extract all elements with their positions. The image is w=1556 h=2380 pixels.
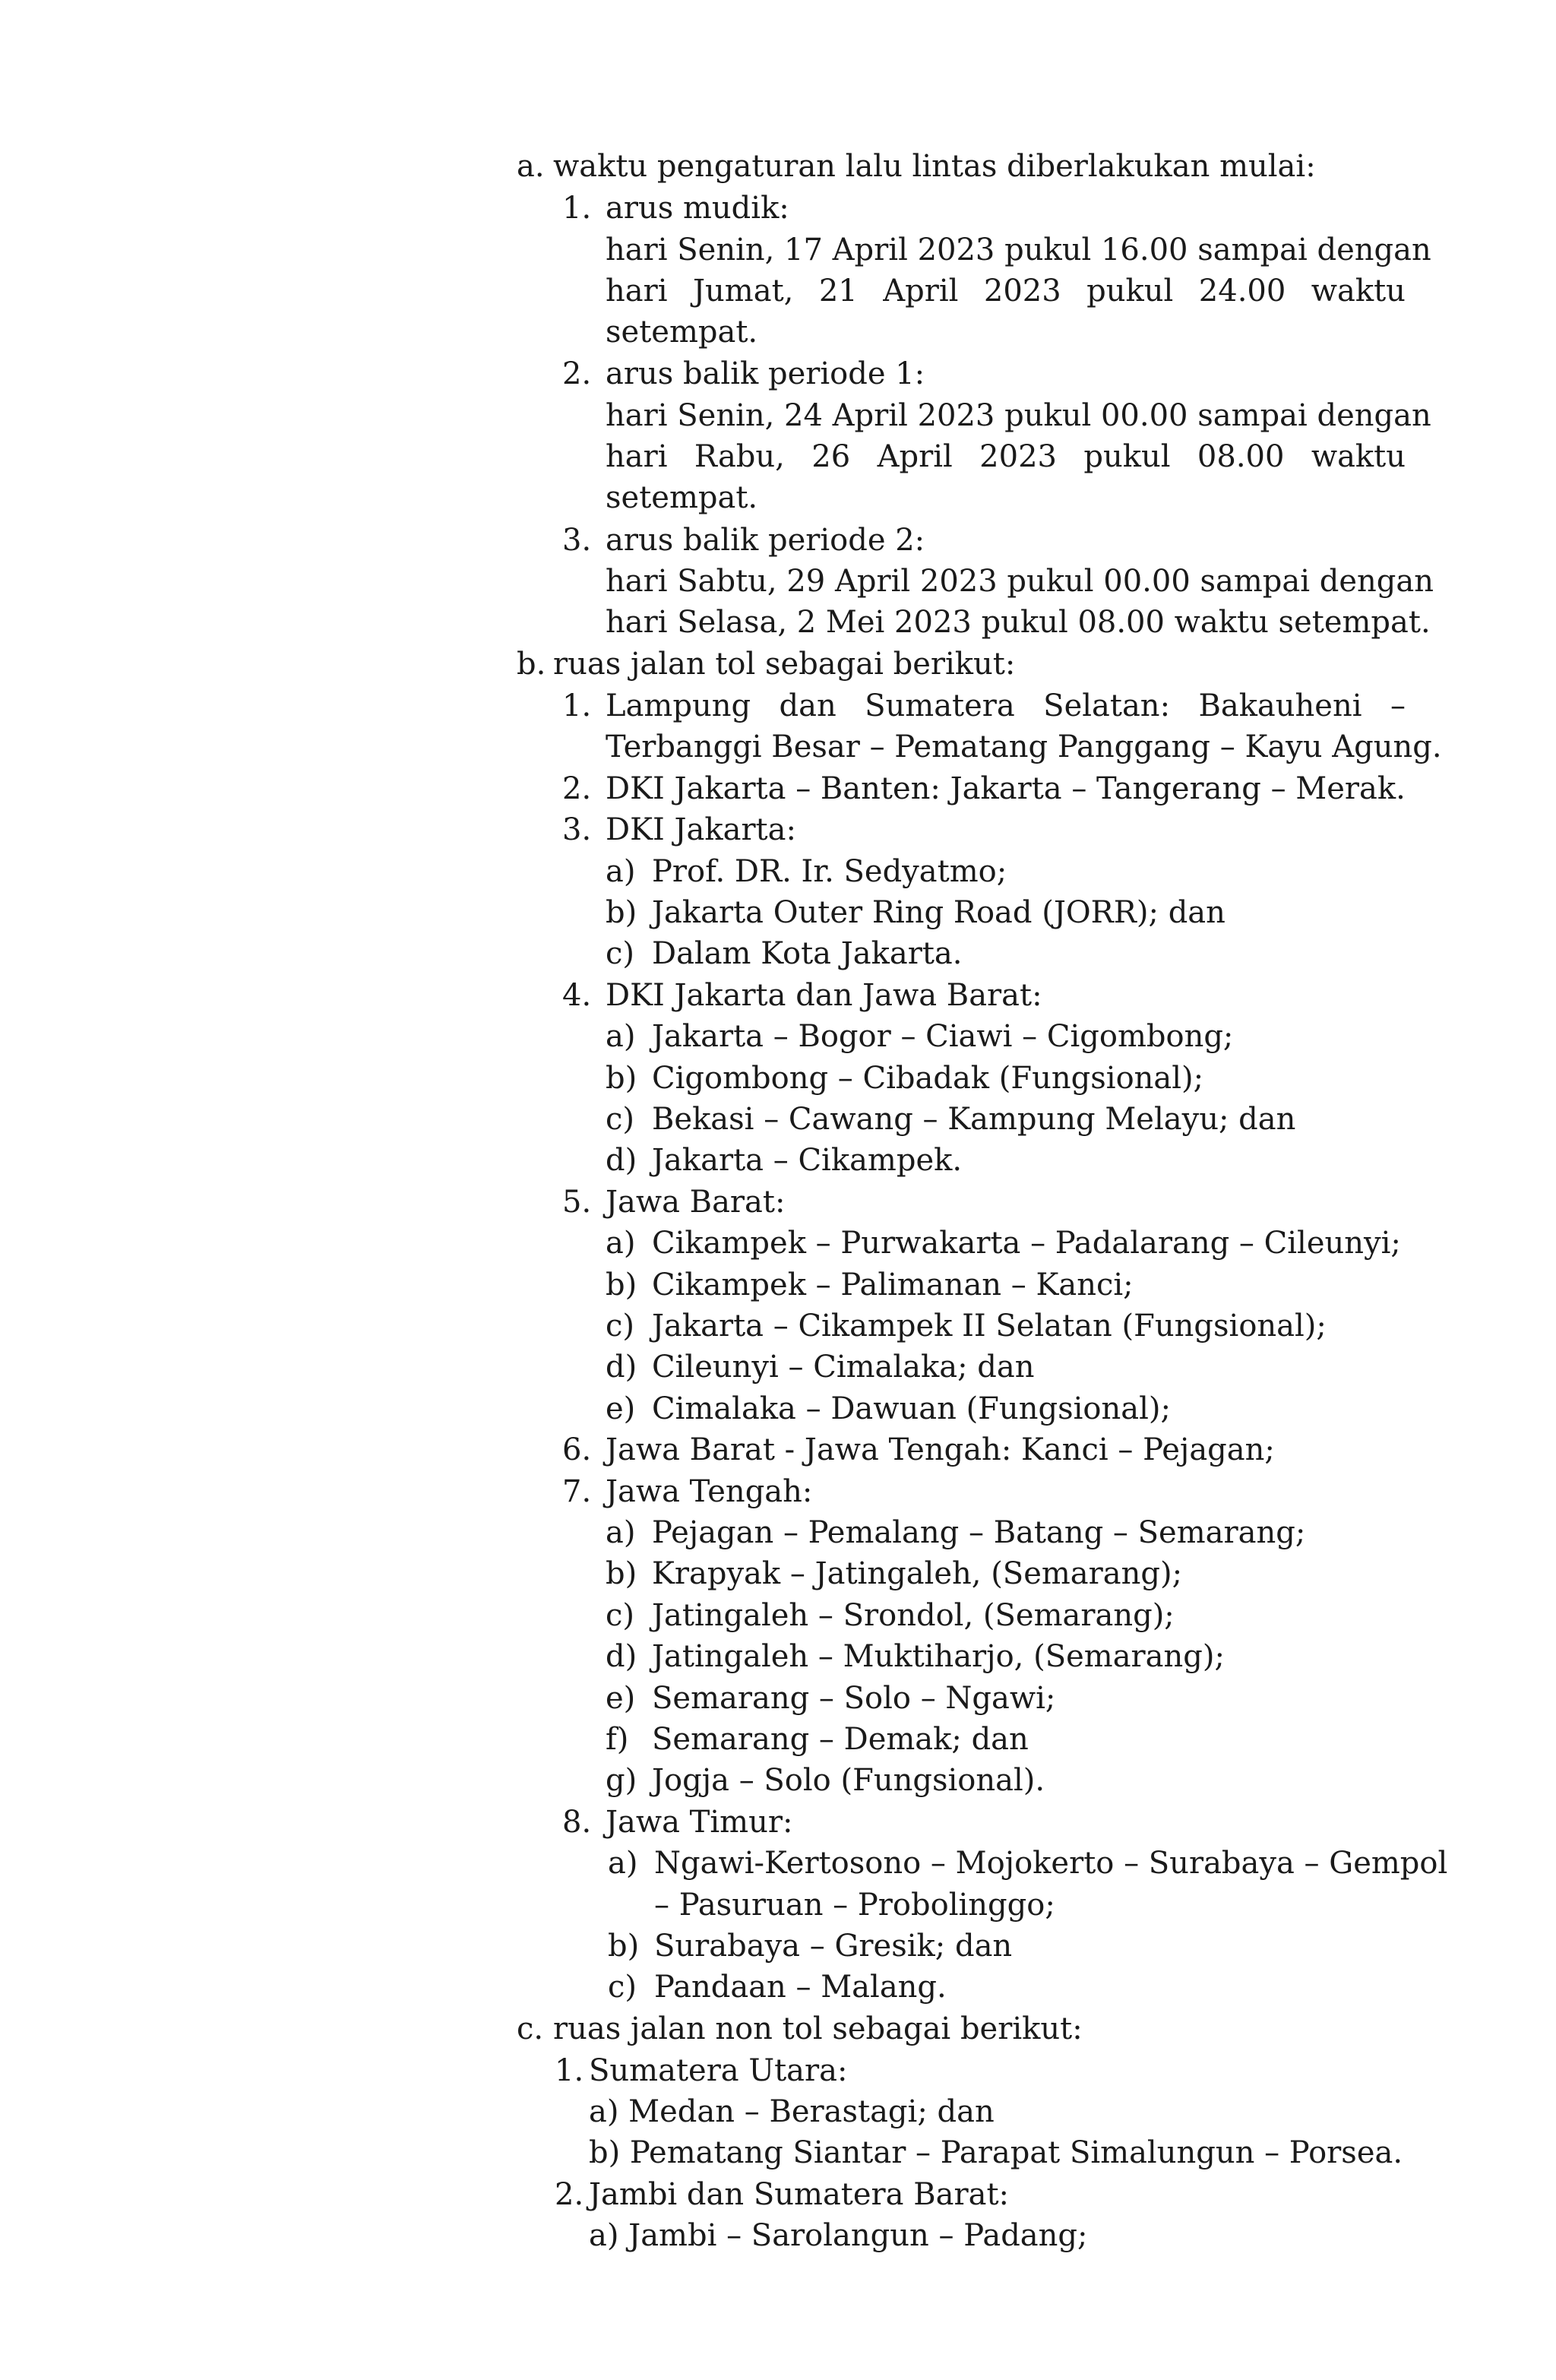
word: 26 (811, 439, 851, 474)
item-number: 7. (562, 1474, 592, 1509)
item-text: hari Senin, 24 April 2023 pukul 00.00 sampai dengan (606, 398, 1431, 433)
item-title: DKI Jakarta: (606, 812, 796, 847)
item-number: 5. (562, 1185, 592, 1220)
item-number: 1. (555, 2053, 584, 2088)
sub-text: Surabaya – Gresik; dan (654, 1929, 1013, 1964)
item-number: 8. (562, 1805, 592, 1840)
word: hari (606, 439, 668, 474)
item-text: setempat. (606, 315, 758, 350)
sub-marker: b) (608, 1929, 640, 1964)
sub-marker: f) (606, 1722, 629, 1757)
item-number: 4. (562, 978, 592, 1013)
sub-marker: c) (606, 1309, 635, 1343)
sub-marker: c) (608, 1970, 637, 2005)
section-c-heading: ruas jalan non tol sebagai berikut: (553, 2011, 1083, 2046)
item-number: 2. (562, 771, 592, 806)
sub-marker: a) (608, 1846, 638, 1881)
word: waktu (1311, 439, 1406, 474)
sub-text: Cileunyi – Cimalaka; dan (652, 1350, 1035, 1385)
item-number: 6. (562, 1432, 592, 1467)
word: Lampung (606, 688, 751, 723)
word: Bakauheni (1198, 688, 1362, 723)
sub-marker: b) (606, 1268, 637, 1302)
sub-marker: b) (606, 1556, 637, 1591)
sub-text: a) Jambi – Sarolangun – Padang; (589, 2218, 1088, 2253)
sub-text: Prof. DR. Ir. Sedyatmo; (652, 854, 1007, 889)
word: 2023 (983, 274, 1061, 309)
item-text: hari Sabtu, 29 April 2023 pukul 00.00 sampai dengan (606, 564, 1434, 599)
item-title: arus balik periode 2: (606, 523, 925, 558)
sub-marker: a) (606, 854, 636, 889)
sub-text: Semarang – Demak; dan (652, 1722, 1029, 1757)
sub-text: Ngawi-Kertosono – Mojokerto – Surabaya – Gempol (654, 1846, 1448, 1881)
word: pukul (1086, 274, 1174, 309)
sub-text: Jakarta – Bogor – Ciawi – Cigombong; (652, 1019, 1234, 1054)
word: 2023 (979, 439, 1057, 474)
word: – (1390, 688, 1406, 723)
word: Rabu, (694, 439, 785, 474)
item-text: setempat. (606, 480, 758, 515)
sub-marker: d) (606, 1143, 637, 1178)
item-title: Jawa Timur: (606, 1805, 793, 1840)
item-text: Jawa Barat - Jawa Tengah: Kanci – Pejagan; (606, 1432, 1275, 1467)
sub-text: Cikampek – Purwakarta – Padalarang – Cileunyi; (652, 1226, 1401, 1261)
sub-marker: c) (606, 936, 635, 971)
sub-text: Cigombong – Cibadak (Fungsional); (652, 1061, 1204, 1096)
word: waktu (1311, 274, 1406, 309)
sub-text: Pejagan – Pemalang – Batang – Semarang; (652, 1515, 1306, 1550)
sub-marker: b) (606, 895, 637, 930)
item-text-justified (606, 271, 1406, 312)
item-text: DKI Jakarta – Banten: Jakarta – Tangerang – Merak. (606, 771, 1406, 806)
item-number: 1. (562, 688, 592, 723)
item-number: 2. (562, 356, 592, 391)
item-title: Sumatera Utara: (589, 2053, 848, 2088)
sub-text: Jatingaleh – Muktiharjo, (Semarang); (652, 1639, 1225, 1674)
item-number: 3. (562, 523, 592, 558)
sub-text: Jakarta – Cikampek II Selatan (Fungsional); (652, 1309, 1327, 1343)
sub-marker: b) (606, 1061, 637, 1096)
section-c-marker: c. (517, 2011, 544, 2046)
sub-text: b) Pematang Siantar – Parapat Simalungun – Porsea. (589, 2135, 1403, 2170)
sub-marker: a) (606, 1515, 636, 1550)
word: Jumat, (693, 274, 794, 309)
sub-text: Krapyak – Jatingaleh, (Semarang); (652, 1556, 1183, 1591)
word: 08.00 (1197, 439, 1285, 474)
sub-text: Cimalaka – Dawuan (Fungsional); (652, 1391, 1171, 1426)
sub-marker: c) (606, 1598, 635, 1633)
sub-marker: c) (606, 1102, 635, 1137)
word: Selatan: (1043, 688, 1171, 723)
item-number: 3. (562, 812, 592, 847)
section-b-heading: ruas jalan tol sebagai berikut: (553, 647, 1016, 682)
item-number: 2. (555, 2177, 584, 2212)
sub-text: Dalam Kota Jakarta. (652, 936, 963, 971)
word: 21 (818, 274, 858, 309)
word: April (877, 439, 953, 474)
item-text-justified (606, 685, 1406, 726)
sub-text: – Pasuruan – Probolinggo; (654, 1888, 1055, 1923)
section-a-heading: waktu pengaturan lalu lintas diberlakukan mulai: (553, 149, 1316, 184)
item-title: Jawa Tengah: (606, 1474, 813, 1509)
sub-marker: d) (606, 1639, 637, 1674)
sub-text: Jatingaleh – Srondol, (Semarang); (652, 1598, 1175, 1633)
sub-text: Pandaan – Malang. (654, 1970, 947, 2005)
sub-text: Bekasi – Cawang – Kampung Melayu; dan (652, 1102, 1296, 1137)
item-text: hari Senin, 17 April 2023 pukul 16.00 sampai dengan (606, 233, 1431, 267)
sub-marker: e) (606, 1391, 636, 1426)
item-title: arus balik periode 1: (606, 356, 925, 391)
word: hari (606, 274, 668, 309)
item-text-justified (606, 436, 1406, 477)
item-number: 1. (562, 191, 592, 226)
section-a-marker: a. (517, 149, 545, 184)
sub-text: Jogja – Solo (Fungsional). (652, 1763, 1045, 1798)
item-title: DKI Jakarta dan Jawa Barat: (606, 978, 1042, 1013)
sub-marker: a) (606, 1019, 636, 1054)
sub-marker: a) (606, 1226, 636, 1261)
word: pukul (1083, 439, 1171, 474)
sub-text: Cikampek – Palimanan – Kanci; (652, 1268, 1134, 1302)
word: April (883, 274, 959, 309)
sub-text: Jakarta – Cikampek. (652, 1143, 963, 1178)
sub-marker: g) (606, 1763, 637, 1798)
sub-text: a) Medan – Berastagi; dan (589, 2094, 995, 2129)
sub-marker: e) (606, 1681, 636, 1716)
item-title: Jawa Barat: (606, 1185, 786, 1220)
section-b-marker: b. (517, 647, 546, 682)
word: 24.00 (1198, 274, 1286, 309)
item-title: arus mudik: (606, 191, 789, 226)
sub-marker: d) (606, 1350, 637, 1385)
word: Sumatera (865, 688, 1015, 723)
sub-text: Semarang – Solo – Ngawi; (652, 1681, 1056, 1716)
item-text: hari Selasa, 2 Mei 2023 pukul 08.00 waktu setempat. (606, 605, 1431, 640)
sub-text: Jakarta Outer Ring Road (JORR); dan (652, 895, 1226, 930)
item-title: Jambi dan Sumatera Barat: (589, 2177, 1009, 2212)
word: dan (779, 688, 837, 723)
item-text: Terbanggi Besar – Pematang Panggang – Kayu Agung. (606, 730, 1442, 764)
